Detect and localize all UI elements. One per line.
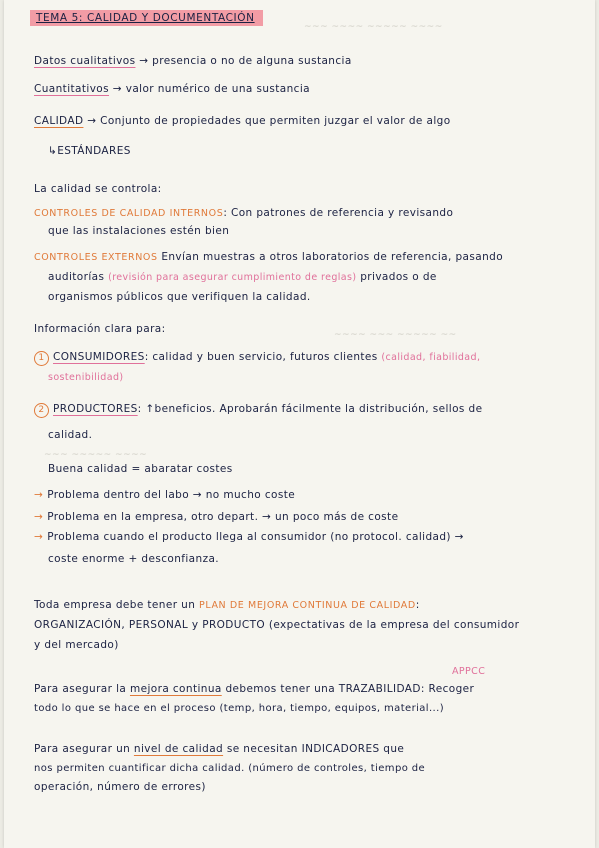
line-consumidores: 1 CONSUMIDORES: calidad y buen servicio, futuros clientes (calidad, fiabilidad, [34,350,594,366]
term-controles-internos: CONTROLES DE CALIDAD INTERNOS [34,208,224,219]
line-cuantitativos: Cuantitativos → valor numérico de una sustancia [34,83,310,95]
line-datos-cualitativos: Datos cualitativos → presencia o no de alguna sustancia [34,55,352,67]
line-controles-externos-3: organismos públicos que verifiquen la calidad. [48,291,311,303]
line-buena-calidad: Buena calidad = abaratar costes [48,463,233,475]
term-consumidores: CONSUMIDORES [53,351,145,363]
term-nivel-calidad: nivel de calidad [133,743,224,755]
line-consumidores-cont: sostenibilidad) [48,372,124,383]
line-nivel-calidad: Para asegurar un nivel de calidad se necesitan INDICADORES que [34,743,405,755]
arrow-icon: → [34,511,44,523]
line-informacion: Información clara para: [34,323,166,335]
line-controles-internos-cont: que las instalaciones estén bien [48,225,230,237]
line-problema-cont: coste enorme + desconfianza. [48,553,220,565]
line-productores-cont: calidad. [48,429,93,441]
bleed-through-text: ~~~ ~~~~~ ~~~~ [44,450,148,460]
line-controles-externos-2: auditorías (revisión para asegurar cumplimiento de reglas) privados o de [48,271,437,283]
list-item-problema: → Problema dentro del labo → no mucho coste [34,489,296,501]
term-datos-cualitativos: Datos cualitativos [34,55,136,67]
line-estandares: ↳ESTÁNDARES [48,145,131,157]
line-plan-mejora-2: ORGANIZACIÓN, PERSONAL y PRODUCTO (expectativas de la empresa del consumidor [34,619,520,631]
line-calidad-se-controla: La calidad se controla: [34,183,162,195]
term-mejora-continua: mejora continua [129,683,222,695]
term-productores: PRODUCTORES [53,403,138,415]
arrow-icon: → [34,489,44,501]
term-calidad: CALIDAD [34,115,84,127]
line-plan-mejora: Toda empresa debe tener un PLAN DE MEJORA CONTINUA DE CALIDAD: [34,599,420,611]
arrow-icon: → [34,531,44,543]
list-item-problema: → Problema en la empresa, otro depart. → un poco más de coste [34,511,399,523]
number-circle-2: 2 [34,403,49,418]
line-productores: 2 PRODUCTORES: ↑beneficios. Aprobarán fácilmente la distribución, sellos de [34,402,594,418]
term-cuantitativos: Cuantitativos [34,83,110,95]
note-appcc: APPCC [452,666,486,677]
number-circle-1: 1 [34,351,49,366]
term-controles-externos: CONTROLES EXTERNOS [34,252,158,263]
bleed-through-text: ~~~~ ~~~ ~~~~~ ~~ [334,330,457,340]
list-item-problema: → Problema cuando el producto llega al consumidor (no protocol. calidad) → [34,531,464,543]
line-controles-externos: CONTROLES EXTERNOS Envían muestras a otros laboratorios de referencia, pasando [34,251,504,263]
line-nivel-calidad-2: nos permiten cuantificar dicha calidad. (número de controles, tiempo de [34,763,426,774]
term-plan-mejora: PLAN DE MEJORA CONTINUA DE CALIDAD [199,600,416,611]
line-mejora-continua: Para asegurar la mejora continua debemos tener una TRAZABILIDAD: Recoger [34,683,475,695]
line-controles-internos: CONTROLES DE CALIDAD INTERNOS: Con patrones de referencia y revisando [34,207,454,219]
line-nivel-calidad-3: operación, número de errores) [34,781,206,793]
line-mejora-continua-2: todo lo que se hace en el proceso (temp, hora, tiempo, equipos, material...) [34,703,445,714]
bleed-through-text: ~~~ ~~~~ ~~~~~ ~~~~ [304,22,443,32]
line-plan-mejora-3: y del mercado) [34,639,119,651]
line-calidad: CALIDAD → Conjunto de propiedades que permiten juzgar el valor de algo [34,115,451,127]
page-title: TEMA 5: CALIDAD Y DOCUMENTACIÓN [30,10,263,26]
notebook-page [4,0,595,848]
